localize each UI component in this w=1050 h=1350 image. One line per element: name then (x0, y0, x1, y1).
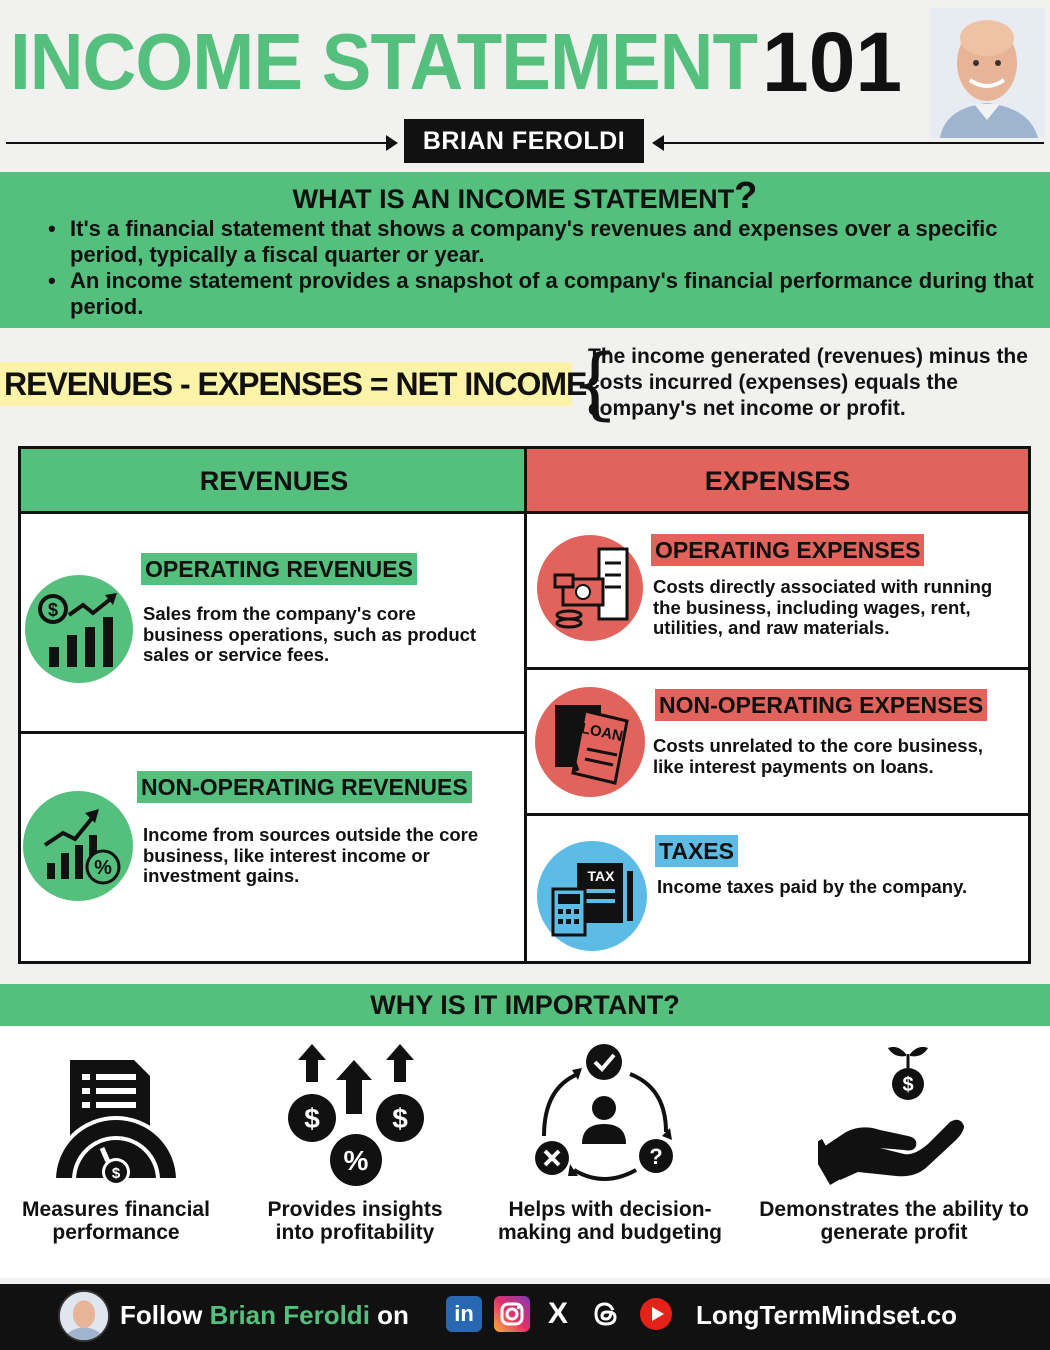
expenses-header: EXPENSES (527, 449, 1028, 513)
definition-bullet: • An income statement provides a snapshot of a company's financial performance during that period. (48, 268, 1038, 320)
expense-row-divider (527, 813, 1028, 816)
taxes-description: Income taxes paid by the company. (657, 876, 968, 897)
svg-text:?: ? (649, 1144, 663, 1169)
follow-word: Follow (120, 1300, 203, 1330)
decision-cycle-icon (530, 1040, 680, 1190)
revenues-expenses-table (18, 446, 1031, 964)
avatar (58, 1290, 110, 1342)
definition-title (0, 175, 1050, 217)
loan-document-icon (535, 687, 645, 797)
taxes-label: TAXES (655, 835, 738, 867)
revenue-row-divider (21, 731, 527, 734)
main-title: INCOME STATEMENT (10, 17, 757, 106)
non-operating-expenses-description: Costs unrelated to the core business, like interest payments on loans. (653, 735, 983, 777)
loan-word: LOAN (579, 719, 625, 746)
importance-item-text: Provides insights into profitability (267, 1198, 443, 1244)
svg-text:%: % (343, 1145, 369, 1176)
right-arrowhead (386, 135, 398, 151)
expense-row-divider (527, 667, 1028, 670)
formula-description: The income generated (revenues) minus the costs incurred (expenses) equals the company's net income or profit. (588, 345, 1028, 420)
operating-revenues-description: Sales from the company's core business operations, such as product sales or service fees. (143, 603, 477, 665)
operating-expenses-label: OPERATING EXPENSES (651, 534, 924, 566)
left-arrowhead (652, 135, 664, 151)
hand-coin-plant-icon (818, 1040, 968, 1190)
website-link[interactable]: LongTermMindset.co (696, 1300, 957, 1330)
non-operating-revenues-description: Income from sources outside the core business, like interest income or investment gains. (143, 824, 479, 886)
question-mark: ? (734, 175, 758, 217)
x-icon[interactable]: X (547, 1297, 568, 1330)
gauge-report-icon (42, 1040, 192, 1190)
importance-title: WHY IS IT IMPORTANT? (370, 990, 680, 1020)
svg-text:$: $ (47, 600, 59, 620)
column-divider (524, 449, 527, 961)
svg-text:%: % (94, 857, 112, 879)
operating-revenues-label: OPERATING REVENUES (141, 553, 417, 585)
follow-text (120, 1295, 409, 1335)
importance-item-text: Measures financial performance (22, 1198, 210, 1244)
svg-text:$: $ (111, 1165, 121, 1182)
tax-calculator-icon (537, 841, 647, 951)
svg-text:$: $ (392, 1103, 408, 1134)
follow-name: Brian Feroldi (209, 1300, 370, 1330)
definition-bullets (48, 216, 1038, 320)
author-name-badge: BRIAN FEROLDI (404, 119, 644, 163)
percent-growth-icon (23, 791, 133, 901)
youtube-icon[interactable] (638, 1296, 674, 1332)
importance-item-text: Demonstrates the ability to generate profit (759, 1198, 1029, 1244)
svg-text:$: $ (304, 1103, 320, 1134)
operating-expenses-description: Costs directly associated with running the business, including wages, rent, utilities, and raw materials. (653, 576, 993, 638)
definition-title-text: WHAT IS AN INCOME STATEMENT (292, 184, 735, 214)
profit-arrows-icon (282, 1040, 432, 1190)
revenues-header: REVENUES (21, 449, 527, 513)
importance-item-text: Helps with decision-making and budgeting (498, 1198, 722, 1244)
author-photo (930, 8, 1045, 138)
tax-word: TAX (587, 868, 615, 884)
receipt-money-icon (537, 535, 643, 641)
threads-icon[interactable] (588, 1296, 624, 1332)
svg-text:$: $ (902, 1074, 914, 1096)
definition-bullet: • It's a financial statement that shows a company's revenues and expenses over a specific period, typically a fiscal quarter or year. (48, 216, 1038, 268)
instagram-icon[interactable] (494, 1296, 530, 1332)
title-number: 101 (762, 15, 903, 109)
chart-growth-icon (25, 575, 133, 683)
follow-on: on (377, 1300, 409, 1330)
non-operating-expenses-label: NON-OPERATING EXPENSES (655, 689, 987, 721)
non-operating-revenues-label: NON-OPERATING REVENUES (137, 771, 472, 803)
right-arrow-line (660, 142, 1044, 144)
net-income-formula: REVENUES - EXPENSES = NET INCOME (0, 362, 572, 406)
linkedin-icon[interactable]: in (446, 1296, 482, 1332)
left-arrow-line (6, 142, 390, 144)
brace-icon: { (570, 339, 620, 429)
